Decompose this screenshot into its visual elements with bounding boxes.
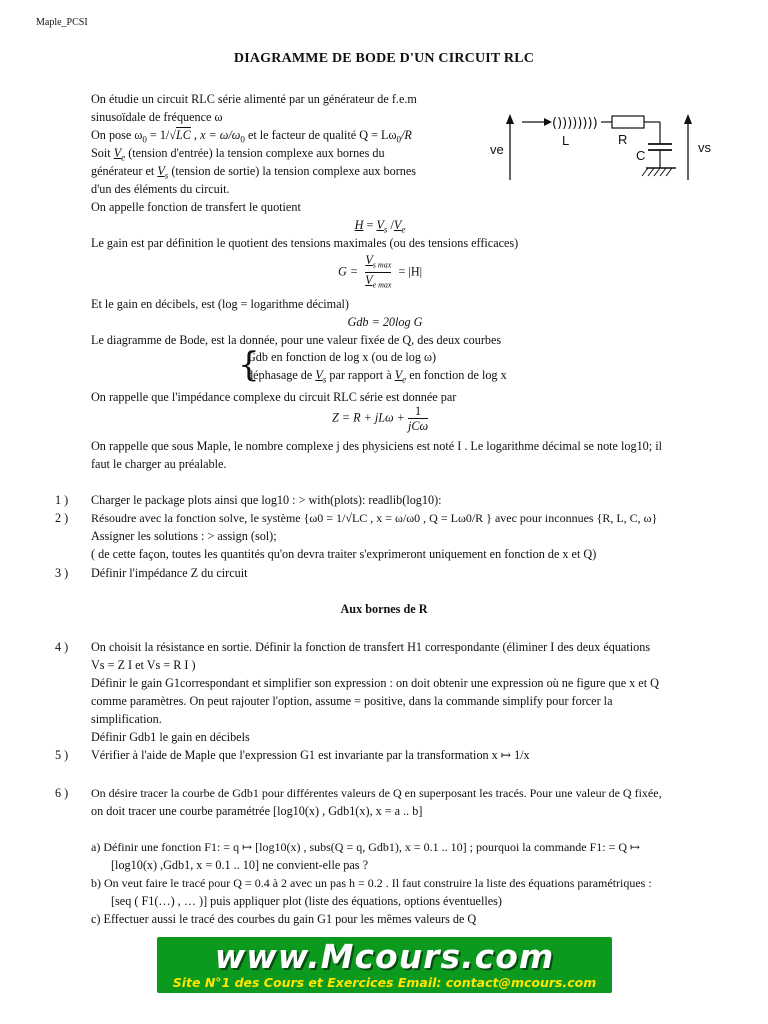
inductor-symbol: ()))))))) <box>552 116 598 131</box>
capacitor-label: C <box>636 148 646 163</box>
item-number-1: 1 ) <box>55 493 69 507</box>
item-6b-line-2: [seq ( F1(…) , … )] puis appliquer plot (liste des équations, options éventuelles) <box>111 894 502 908</box>
maple-note-line-2: faut le charger au préalable. <box>91 457 227 471</box>
item-number-3: 3 ) <box>55 566 69 580</box>
ve-label: ve <box>490 142 504 157</box>
intro-line-7: On appelle fonction de transfert le quotient <box>91 200 301 214</box>
rlc-circuit-diagram <box>486 100 726 190</box>
curly-brace: { <box>238 345 260 385</box>
item-6-line-2: on doit tracer une courbe paramétrée [log10(x) , Gdb1(x), x = a .. b] <box>91 804 423 818</box>
item-6a-line-1: a) Définir une fonction F1: = q ↦ [log10(x) , subs(Q = q, Gdb1), x = 0.1 .. 10] ; pourquoi la commande F1: = Q ↦ <box>91 840 641 854</box>
intro-line-4: Soit $V_e$ (tension d'entrée) la tension complexe aux bornes du <box>91 146 385 163</box>
intro-line-1: On étudie un circuit RLC série alimenté par un générateur de f.e.m <box>91 92 417 106</box>
item-2-text: Résoudre avec la fonction solve, le système {ω0 = 1/√LC , x = ω/ω0 , Q = Lω0/R } avec pour inconnues {R, L, C, ω} <box>91 511 658 525</box>
item-2-assign: Assigner les solutions : > assign (sol); <box>91 529 277 543</box>
impedance-definition: On rappelle que l'impédance complexe du circuit RLC série est donnée par <box>91 390 457 404</box>
equation-impedance: Z = R + jLω + $\frac{1}{\text{jCω}}$ <box>332 404 429 433</box>
item-6b-line-1: b) On veut faire le tracé pour Q = 0.4 à 2 avec un pas h = 0.2 . Il faut construire la liste des équations paramétriques : <box>91 876 652 890</box>
maple-note-line-1: On rappelle que sous Maple, le nombre complexe j des physiciens est noté I . Le logarithme décimal se note log10; il <box>91 439 662 453</box>
gain-db-definition: Et le gain en décibels, est (log = logarithme décimal) <box>91 297 349 311</box>
item-6-line-1: On désire tracer la courbe de Gdb1 pour différentes valeurs de Q en superposant les tracés. Pour une valeur de Q fixée, <box>91 786 662 800</box>
input-arrow-head <box>544 118 552 126</box>
vs-arrow-head <box>684 114 692 124</box>
intro-line-5: générateur et $V_s$ (tension de sortie) la tension complexe aux bornes <box>91 164 417 181</box>
item-3-text: Définir l'impédance Z du circuit <box>91 566 248 580</box>
intro-line-3: On pose $\omega_0 = 1/√LC$ , $x = \omega/\omega_0$ et le facteur de qualité $Q = L\omega_0/R$ <box>91 128 412 145</box>
gain-definition: Le gain est par définition le quotient des tensions maximales (ou des tensions efficaces) <box>91 236 519 250</box>
banner-tagline[interactable]: Site N°1 des Cours et Exercices Email: contact@mcours.com <box>172 975 597 990</box>
bode-curve-1: Gdb en fonction de log x (ou de log ω) <box>247 350 437 364</box>
item-5-text: Vérifier à l'aide de Maple que l'expression G1 est invariante par la transformation x ↦ 1/x <box>91 748 530 762</box>
equation-transfer-function: $H = V_s$ $/V_e$ <box>354 218 406 235</box>
section-heading-R: Aux bornes de R <box>340 602 428 616</box>
mcours-banner[interactable] <box>157 937 612 993</box>
bode-definition: Le diagramme de Bode, est la donnée, pour une valeur fixée de Q, des deux courbes <box>91 333 502 347</box>
item-number-5: 5 ) <box>55 748 69 762</box>
item-number-6: 6 ) <box>55 786 69 800</box>
item-4-line-4: comme paramètres. On peut rajouter l'option, assume = positive, dans la commande simplify pour forcer la <box>91 694 613 708</box>
item-6a-line-2: [log10(x) ,Gdb1, x = 0.1 .. 10] ne convient-elle pas ? <box>111 858 368 872</box>
item-number-4: 4 ) <box>55 640 69 654</box>
item-1-text: Charger le package plots ainsi que log10 : > with(plots): readlib(log10): <box>91 493 442 507</box>
item-4-line-5: simplification. <box>91 712 162 726</box>
vs-label: vs <box>698 140 711 155</box>
page-title: DIAGRAMME DE BODE D'UN CIRCUIT RLC <box>233 51 535 66</box>
resistor-label: R <box>618 132 628 147</box>
equation-gain: G = $\frac{V_{s max}}{V_{e max}}$ = |H| <box>338 253 422 293</box>
banner-site-name[interactable]: www.Mcours.com <box>214 937 555 976</box>
item-4-line-2: Vs = Z I et Vs = R I ) <box>91 658 196 672</box>
inductor-label: L <box>562 133 570 148</box>
item-4-line-6: Définir Gdb1 le gain en décibels <box>91 730 250 744</box>
intro-line-6: d'un des éléments du circuit. <box>91 182 230 196</box>
ve-arrow-head <box>506 114 514 124</box>
page-header: Maple_PCSI <box>36 17 88 28</box>
resistor-symbol <box>612 116 644 128</box>
bode-curve-2: déphasage de $V_s$ par rapport à $V_e$ en fonction de log x <box>247 368 507 385</box>
item-4-line-3: Définir le gain G1correspondant et simplifier son expression : on doit obtenir une expression où ne figure que x et Q <box>91 676 659 690</box>
item-2-note: ( de cette façon, toutes les quantités qu'on devra traiter s'exprimeront uniquement en fonction de x et Q) <box>91 547 597 561</box>
item-6c-line-1: c) Effectuer aussi le tracé des courbes du gain G1 pour les mêmes valeurs de Q <box>91 912 477 926</box>
equation-gain-db: Gdb = 20log G <box>347 315 423 329</box>
intro-line-2: sinusoïdale de fréquence ω <box>91 110 223 124</box>
item-number-2: 2 ) <box>55 511 69 525</box>
item-4-line-1: On choisit la résistance en sortie. Définir la fonction de transfert H1 correspondante (éliminer I des deux équations <box>91 640 651 654</box>
